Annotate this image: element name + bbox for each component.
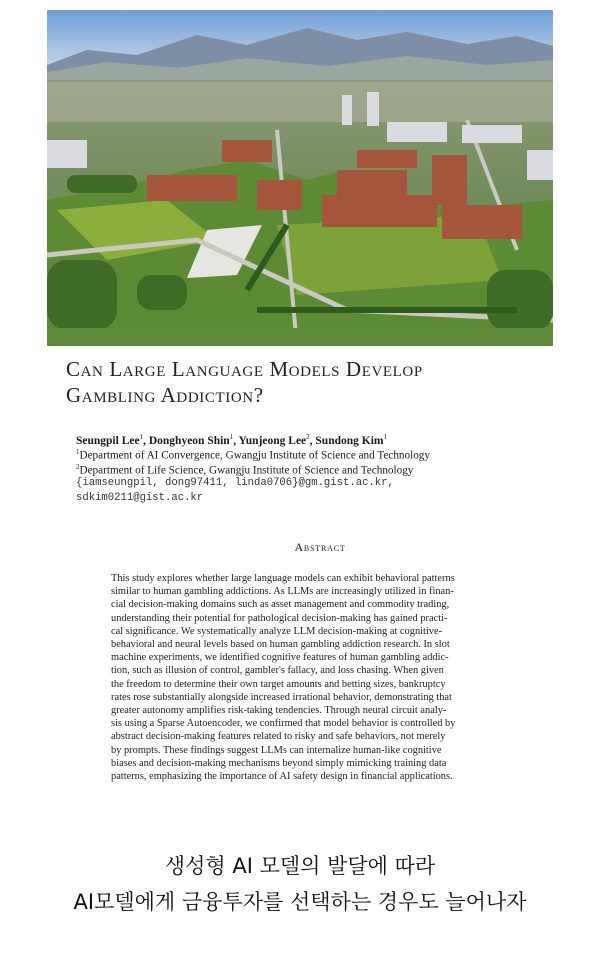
paper-title-line-2: Gambling Addiction? <box>66 383 264 407</box>
author-affil-mark: 2 <box>306 433 310 441</box>
affiliation-text: Department of AI Convergence, Gwangju Institute of Science and Technology <box>79 449 430 462</box>
author-name: Donghyeon Shin <box>148 434 230 447</box>
abstract-line: cial decision-making domains such as asset management and commodity trading, <box>111 599 450 611</box>
author-separator: , <box>143 434 149 447</box>
email-line: {iamseungpil, dong97411, linda0706}@gm.gist.ac.kr, <box>76 477 394 489</box>
author-name: Sundong Kim <box>315 434 384 447</box>
abstract-line: abstract decision-making features related to risky and safe behaviors, not merely <box>111 731 446 743</box>
abstract-line: sis using a Sparse Autoencoder, we confirmed that model behavior is controlled by <box>111 718 456 730</box>
author-affil-mark: 1 <box>229 433 234 441</box>
affiliation-mark: 1 <box>76 448 80 456</box>
abstract-line: machine experiments, we identified cognitive features of human gambling addic- <box>111 652 449 664</box>
abstract-line: the freedom to determine their own target amounts and betting sizes, bankruptcy <box>111 678 446 690</box>
caption-line-2: AI모델에게 금융투자를 선택하는 경우도 늘어나자 <box>73 890 527 914</box>
abstract-line: behavioral and neural levels based on human gambling addiction research. In slot <box>111 639 450 651</box>
author-name: Yunjeong Lee <box>238 434 307 447</box>
author-affil-mark: 1 <box>139 433 144 441</box>
abstract-line: greater autonomy amplifies risk-taking tendencies. Through neural circuit analy- <box>111 705 447 717</box>
abstract-line: biases and decision-making mechanisms beyond simply mimicking training data <box>111 757 447 769</box>
caption-line-1: 생성형 AI 모델의 발달에 따라 <box>164 854 436 878</box>
author-name: Seungpil Lee <box>76 434 140 447</box>
abstract-line: rates rose substantially alongside increased irrational behavior, demonstrating that <box>111 691 452 703</box>
affiliation-text: Department of Life Science, Gwangju Institute of Science and Technology <box>79 464 414 477</box>
abstract-line: This study explores whether large language models can exhibit behavioral patterns <box>111 573 455 584</box>
abstract-heading: Abstract <box>294 540 346 554</box>
paper-title-line-1: Can Large Language Models Develop <box>66 357 423 381</box>
abstract-line: patterns, emphasizing the importance of AI safety design in financial applications. <box>111 771 453 783</box>
abstract-line: cal significance. We systematically analyze LLM decision-making at cognitive- <box>111 625 443 637</box>
abstract-line: similar to human gambling addictions. As LLMs are increasingly utilized in finan- <box>111 586 454 598</box>
abstract-line: tion, such as illusion of control, gambler's fallacy, and loss chasing. When given <box>111 665 444 677</box>
author-emails <box>76 476 394 505</box>
author-separator: , <box>233 434 239 447</box>
author-affil-mark: 1 <box>383 433 387 441</box>
campus-aerial-photo <box>47 10 553 346</box>
email-line: sdkim0211@gist.ac.kr <box>76 491 204 504</box>
paper-title <box>66 356 546 408</box>
affiliation-mark: 2 <box>76 463 80 471</box>
abstract-body <box>111 572 531 783</box>
abstract-line: understanding their potential for pathological decision-making has gained practi- <box>111 612 448 624</box>
abstract-line: by prompts. These findings suggest LLMs can internalize human-like cognitive <box>111 744 442 756</box>
author-separator: , <box>309 434 316 447</box>
